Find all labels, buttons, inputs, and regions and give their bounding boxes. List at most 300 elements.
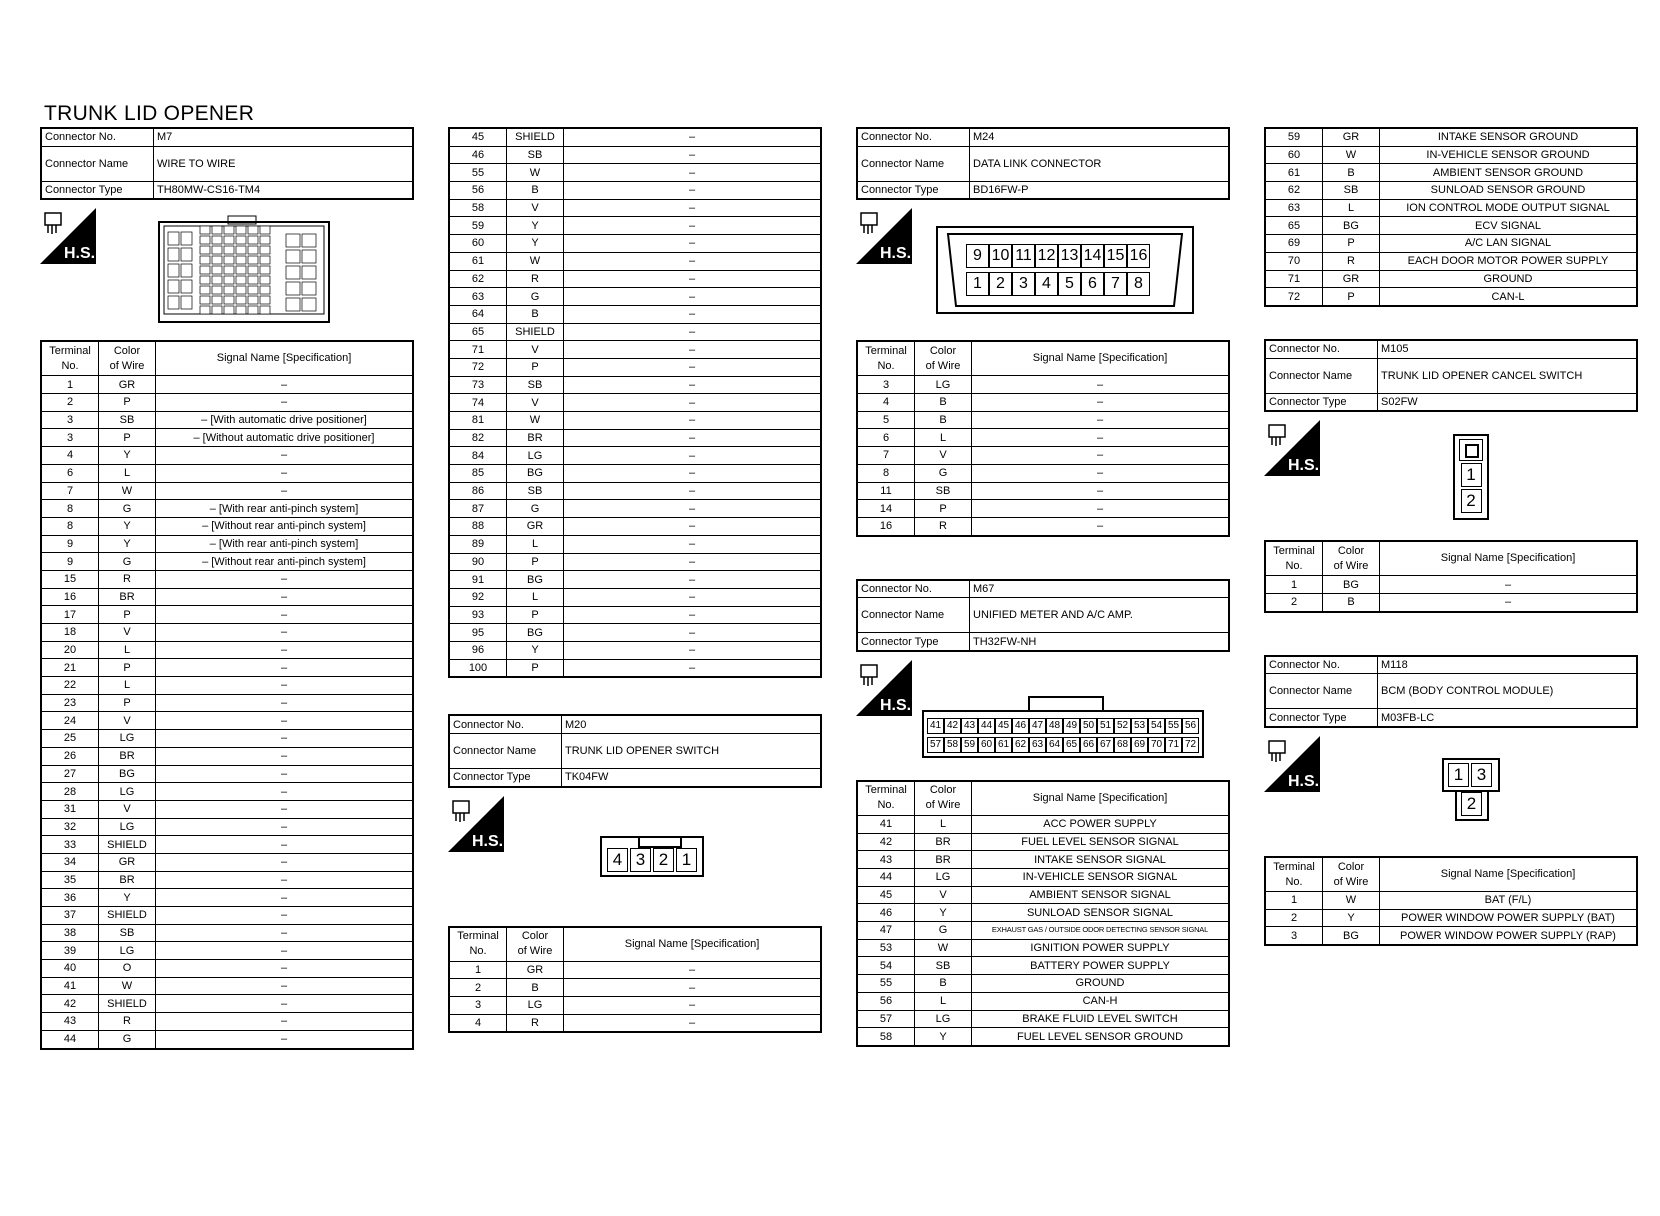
wire-color-cell: V: [915, 447, 972, 465]
table-row: [41, 464, 413, 482]
wire-color-cell: P: [507, 553, 564, 571]
connector-info-m24: [856, 127, 1230, 200]
signal-name-cell: –: [156, 942, 414, 960]
signal-name-cell: –: [564, 182, 822, 200]
table-row: [1265, 909, 1637, 927]
terminal-no-cell: 2: [1265, 909, 1323, 927]
wire-color-cell: Y: [915, 904, 972, 922]
terminal-no-cell: 44: [857, 869, 915, 887]
terminal-no-cell: 56: [449, 182, 507, 200]
wire-color-cell: V: [507, 394, 564, 412]
table-row: [449, 1014, 821, 1032]
wire-color-cell: Y: [99, 517, 156, 535]
connector-info-m67: [856, 579, 1230, 652]
pin: 8: [1127, 272, 1150, 296]
wire-color-cell: W: [507, 412, 564, 430]
signal-name-cell: –: [564, 553, 822, 571]
signal-name-cell: –: [156, 747, 414, 765]
column-1: [40, 127, 414, 1050]
wire-color-cell: P: [507, 358, 564, 376]
pin: 46: [1012, 718, 1029, 734]
signal-name-cell: SUNLOAD SENSOR SIGNAL: [972, 904, 1230, 922]
table-row: [41, 588, 413, 606]
pin: 1: [1448, 763, 1469, 787]
terminal-no-cell: 18: [41, 624, 99, 642]
table-row: [857, 1010, 1229, 1028]
signal-name-cell: – [Without automatic drive positioner]: [156, 429, 414, 447]
table-row: [857, 886, 1229, 904]
pin: 68: [1114, 737, 1131, 753]
wire-color-cell: BG: [507, 624, 564, 642]
signal-name-cell: – [With rear anti-pinch system]: [156, 535, 414, 553]
table-row: [1265, 182, 1637, 200]
signal-name-header: Signal Name [Specification]: [1380, 541, 1638, 576]
terminal-no-cell: 41: [857, 815, 915, 833]
terminal-no-cell: 33: [41, 836, 99, 854]
signal-name-cell: –: [156, 376, 414, 394]
terminal-no-cell: 54: [857, 957, 915, 975]
table-row: [1265, 252, 1637, 270]
pin: 71: [1165, 737, 1182, 753]
terminal-no-cell: 91: [449, 571, 507, 589]
table-row: [41, 836, 413, 854]
terminal-no-cell: 93: [449, 606, 507, 624]
table-row: [449, 217, 821, 235]
signal-name-cell: – [Without rear anti-pinch system]: [156, 553, 414, 571]
terminal-table-m118: [1264, 856, 1638, 946]
pin: 7: [1104, 272, 1127, 296]
wire-color-cell: GR: [99, 376, 156, 394]
table-row: [857, 869, 1229, 887]
table-row: [1265, 270, 1637, 288]
signal-name-cell: –: [564, 288, 822, 306]
pin: 4: [1035, 272, 1058, 296]
pin: 16: [1127, 244, 1150, 268]
table-row: [41, 977, 413, 995]
table-row: [857, 904, 1229, 922]
pin: 43: [961, 718, 978, 734]
terminal-no-cell: 25: [41, 730, 99, 748]
terminal-table-m67-continued: [1264, 127, 1638, 307]
connector-type-value: TH80MW-CS16-TM4: [154, 181, 414, 199]
table-row: [449, 164, 821, 182]
connector-no-value: M118: [1378, 656, 1638, 674]
wire-color-cell: BG: [507, 571, 564, 589]
signal-name-cell: –: [564, 394, 822, 412]
wire-color-cell: G: [915, 922, 972, 940]
terminal-no-cell: 90: [449, 553, 507, 571]
wire-color-cell: GR: [1323, 270, 1380, 288]
table-row: [449, 429, 821, 447]
terminal-no-cell: 89: [449, 535, 507, 553]
wire-color-cell: Y: [507, 235, 564, 253]
terminal-no-cell: 81: [449, 412, 507, 430]
connector-type-label: Connector Type: [857, 181, 970, 199]
terminal-no-cell: 6: [857, 429, 915, 447]
signal-name-cell: –: [156, 818, 414, 836]
signal-name-cell: –: [564, 571, 822, 589]
terminal-no-cell: 86: [449, 482, 507, 500]
pin: 42: [944, 718, 961, 734]
terminal-no-cell: 65: [1265, 217, 1323, 235]
table-row: [41, 942, 413, 960]
terminal-no-cell: 8: [857, 464, 915, 482]
terminal-no-cell: 4: [857, 394, 915, 412]
signal-name-cell: –: [564, 217, 822, 235]
wire-color-cell: LG: [915, 1010, 972, 1028]
wire-color-cell: V: [915, 886, 972, 904]
pin: 52: [1114, 718, 1131, 734]
table-row: [1265, 128, 1637, 146]
terminal-no-cell: 1: [449, 961, 507, 979]
signal-name-cell: –: [564, 235, 822, 253]
signal-name-cell: –: [564, 1014, 822, 1032]
table-row: [41, 517, 413, 535]
signal-name-cell: –: [1380, 576, 1638, 594]
hs-badge-icon: [1264, 420, 1320, 476]
table-row: [41, 889, 413, 907]
table-row: [449, 606, 821, 624]
connector-diagram-area: [856, 200, 1230, 340]
terminal-no-cell: 95: [449, 624, 507, 642]
wire-color-header: Color of Wire: [1323, 541, 1380, 576]
pin: 11: [1012, 244, 1035, 268]
pin: 2: [1461, 792, 1482, 816]
wire-color-cell: Y: [1323, 909, 1380, 927]
terminal-no-cell: 72: [1265, 288, 1323, 306]
terminal-no-cell: 63: [1265, 199, 1323, 217]
wire-color-cell: R: [99, 570, 156, 588]
table-row: [449, 518, 821, 536]
table-row: [449, 394, 821, 412]
table-row: [41, 553, 413, 571]
terminal-no-cell: 3: [1265, 927, 1323, 945]
signal-name-cell: –: [156, 730, 414, 748]
connector-name-label: Connector Name: [449, 734, 562, 769]
pin: 61: [995, 737, 1012, 753]
signal-name-cell: –: [156, 836, 414, 854]
terminal-no-cell: 59: [449, 217, 507, 235]
table-row: [1265, 927, 1637, 945]
terminal-no-cell: 59: [1265, 128, 1323, 146]
table-row: [857, 411, 1229, 429]
signal-name-cell: CAN-L: [1380, 288, 1638, 306]
table-row: [449, 535, 821, 553]
wire-color-cell: BR: [99, 871, 156, 889]
signal-name-cell: –: [564, 252, 822, 270]
table-row: [41, 1013, 413, 1031]
terminal-no-cell: 87: [449, 500, 507, 518]
terminal-no-header: Terminal No.: [1265, 857, 1323, 892]
terminal-no-cell: 40: [41, 960, 99, 978]
terminal-no-cell: 3: [41, 429, 99, 447]
wire-color-cell: V: [507, 199, 564, 217]
table-row: [449, 182, 821, 200]
wire-color-cell: SHIELD: [507, 128, 564, 146]
connector-name-value: TRUNK LID OPENER CANCEL SWITCH: [1378, 358, 1638, 393]
table-row: [1265, 892, 1637, 910]
table-row: [41, 924, 413, 942]
pin: 45: [995, 718, 1012, 734]
table-row: [41, 394, 413, 412]
wire-color-cell: LG: [99, 783, 156, 801]
wire-color-cell: W: [99, 482, 156, 500]
wire-color-cell: BR: [915, 851, 972, 869]
connector-type-value: M03FB-LC: [1378, 709, 1638, 727]
wire-color-cell: L: [99, 677, 156, 695]
terminal-no-cell: 14: [857, 500, 915, 518]
wire-color-cell: W: [1323, 892, 1380, 910]
pin: 66: [1080, 737, 1097, 753]
signal-name-cell: POWER WINDOW POWER SUPPLY (BAT): [1380, 909, 1638, 927]
wire-color-cell: GR: [1323, 128, 1380, 146]
connector-diagram-area: [856, 652, 1230, 780]
wire-color-cell: P: [507, 659, 564, 677]
wire-color-cell: BR: [99, 588, 156, 606]
terminal-no-cell: 71: [1265, 270, 1323, 288]
terminal-no-cell: 27: [41, 765, 99, 783]
terminal-no-cell: 6: [41, 464, 99, 482]
pin: 70: [1148, 737, 1165, 753]
signal-name-cell: –: [156, 712, 414, 730]
terminal-table-m67: [856, 780, 1230, 1047]
hs-badge-icon: [40, 208, 96, 264]
terminal-table-m24: [856, 340, 1230, 536]
wire-color-cell: R: [915, 517, 972, 535]
terminal-no-cell: 57: [857, 1010, 915, 1028]
pin: 2: [653, 848, 674, 872]
table-row: [449, 288, 821, 306]
table-row: [857, 376, 1229, 394]
pin: 4: [607, 848, 628, 872]
wire-color-cell: B: [915, 394, 972, 412]
signal-name-cell: –: [564, 341, 822, 359]
pin: 1: [676, 848, 697, 872]
table-row: [857, 517, 1229, 535]
signal-name-cell: –: [156, 482, 414, 500]
terminal-no-cell: 70: [1265, 252, 1323, 270]
signal-name-cell: –: [156, 570, 414, 588]
svg-text:H.S.: H.S.: [472, 832, 504, 850]
connector-type-label: Connector Type: [857, 633, 970, 651]
terminal-no-cell: 73: [449, 376, 507, 394]
terminal-no-cell: 32: [41, 818, 99, 836]
wire-color-cell: Y: [507, 217, 564, 235]
signal-name-cell: –: [564, 164, 822, 182]
table-row: [449, 482, 821, 500]
wire-color-cell: SHIELD: [99, 907, 156, 925]
table-row: [857, 992, 1229, 1010]
pin: 1: [966, 272, 989, 296]
signal-name-cell: BATTERY POWER SUPPLY: [972, 957, 1230, 975]
table-row: [857, 957, 1229, 975]
terminal-table-m105: [1264, 540, 1638, 612]
terminal-no-cell: 3: [449, 997, 507, 1015]
pin: 44: [978, 718, 995, 734]
terminal-no-cell: 1: [41, 376, 99, 394]
signal-name-cell: –: [564, 961, 822, 979]
wire-color-cell: Y: [99, 447, 156, 465]
signal-name-cell: AMBIENT SENSOR SIGNAL: [972, 886, 1230, 904]
wire-color-cell: BG: [507, 465, 564, 483]
connector-name-label: Connector Name: [1265, 358, 1378, 393]
terminal-no-cell: 43: [41, 1013, 99, 1031]
connector-no-label: Connector No.: [41, 128, 154, 146]
wire-color-cell: P: [99, 659, 156, 677]
signal-name-header: Signal Name [Specification]: [972, 781, 1230, 816]
connector-no-label: Connector No.: [1265, 656, 1378, 674]
terminal-no-cell: 53: [857, 939, 915, 957]
terminal-no-cell: 42: [41, 995, 99, 1013]
table-row: [41, 482, 413, 500]
signal-name-cell: –: [156, 677, 414, 695]
connector-name-label: Connector Name: [857, 146, 970, 181]
signal-name-cell: IN-VEHICLE SENSOR SIGNAL: [972, 869, 1230, 887]
terminal-no-cell: 45: [857, 886, 915, 904]
terminal-no-cell: 61: [1265, 164, 1323, 182]
terminal-no-header: Terminal No.: [857, 341, 915, 376]
connector-no-value: M67: [970, 580, 1230, 598]
signal-name-header: Signal Name [Specification]: [972, 341, 1230, 376]
terminal-no-cell: 55: [857, 975, 915, 993]
terminal-no-cell: 9: [41, 553, 99, 571]
pin: 48: [1046, 718, 1063, 734]
table-row: [1265, 217, 1637, 235]
terminal-no-cell: 44: [41, 1030, 99, 1048]
signal-name-cell: –: [564, 305, 822, 323]
svg-text:H.S.: H.S.: [880, 245, 912, 263]
table-row: [41, 730, 413, 748]
signal-name-cell: AMBIENT SENSOR GROUND: [1380, 164, 1638, 182]
connector-type-label: Connector Type: [449, 769, 562, 787]
signal-name-cell: EACH DOOR MOTOR POWER SUPPLY: [1380, 252, 1638, 270]
pin: 57: [927, 737, 944, 753]
connector-no-label: Connector No.: [857, 128, 970, 146]
connector-type-value: S02FW: [1378, 393, 1638, 411]
table-row: [41, 907, 413, 925]
signal-name-cell: –: [156, 871, 414, 889]
terminal-no-cell: 5: [857, 411, 915, 429]
wire-color-cell: BG: [1323, 576, 1380, 594]
table-row: [41, 624, 413, 642]
terminal-no-cell: 46: [857, 904, 915, 922]
connector-name-value: DATA LINK CONNECTOR: [970, 146, 1230, 181]
terminal-no-cell: 60: [449, 235, 507, 253]
connector-name-label: Connector Name: [41, 146, 154, 181]
wire-color-cell: L: [507, 588, 564, 606]
wire-color-cell: SB: [507, 482, 564, 500]
column-2: [448, 127, 822, 1033]
pin: 12: [1035, 244, 1058, 268]
table-row: [41, 853, 413, 871]
signal-name-cell: BAT (F/L): [1380, 892, 1638, 910]
signal-name-cell: –: [564, 376, 822, 394]
pin: 59: [961, 737, 978, 753]
terminal-no-cell: 60: [1265, 146, 1323, 164]
terminal-no-cell: 36: [41, 889, 99, 907]
wire-color-cell: BR: [915, 833, 972, 851]
table-row: [41, 800, 413, 818]
connector-type-value: BD16FW-P: [970, 181, 1230, 199]
terminal-no-cell: 63: [449, 288, 507, 306]
wire-color-cell: L: [915, 992, 972, 1010]
table-row: [449, 341, 821, 359]
pin: 3: [630, 848, 651, 872]
signal-name-cell: A/C LAN SIGNAL: [1380, 235, 1638, 253]
wire-color-cell: W: [99, 977, 156, 995]
table-row: [41, 871, 413, 889]
terminal-no-cell: 42: [857, 833, 915, 851]
wire-color-header: Color of Wire: [507, 927, 564, 962]
wire-color-cell: G: [507, 500, 564, 518]
terminal-no-cell: 7: [857, 447, 915, 465]
terminal-no-cell: 34: [41, 853, 99, 871]
signal-name-cell: –: [972, 517, 1230, 535]
table-row: [449, 199, 821, 217]
pin: 72: [1182, 737, 1199, 753]
signal-name-cell: –: [564, 146, 822, 164]
pin: 3: [1471, 763, 1492, 787]
wire-color-cell: GR: [507, 961, 564, 979]
signal-name-cell: – [With automatic drive positioner]: [156, 411, 414, 429]
signal-name-cell: FUEL LEVEL SENSOR GROUND: [972, 1028, 1230, 1046]
signal-name-cell: –: [564, 199, 822, 217]
connector-type-label: Connector Type: [41, 181, 154, 199]
wire-color-cell: P: [507, 606, 564, 624]
table-row: [1265, 288, 1637, 306]
terminal-table-m7-continued: [448, 127, 822, 678]
table-row: [41, 783, 413, 801]
wire-color-cell: L: [915, 429, 972, 447]
table-row: [41, 570, 413, 588]
table-row: [449, 270, 821, 288]
pin: 55: [1165, 718, 1182, 734]
table-row: [857, 939, 1229, 957]
wire-color-cell: P: [99, 394, 156, 412]
connector-info-m20: [448, 714, 822, 787]
wire-color-cell: P: [99, 694, 156, 712]
table-row: [449, 571, 821, 589]
terminal-no-cell: 71: [449, 341, 507, 359]
signal-name-cell: FUEL LEVEL SENSOR SIGNAL: [972, 833, 1230, 851]
wire-color-cell: SHIELD: [99, 995, 156, 1013]
table-row: [41, 641, 413, 659]
terminal-no-cell: 56: [857, 992, 915, 1010]
connector-diagram-area: [448, 788, 822, 926]
pin: 67: [1097, 737, 1114, 753]
terminal-no-header: Terminal No.: [1265, 541, 1323, 576]
connector-diagram-area: [1264, 412, 1638, 540]
terminal-no-cell: 58: [449, 199, 507, 217]
terminal-no-cell: 3: [41, 411, 99, 429]
terminal-no-cell: 72: [449, 358, 507, 376]
terminal-no-cell: 47: [857, 922, 915, 940]
table-row: [41, 500, 413, 518]
connector-face-m24: [936, 226, 1194, 314]
hs-badge-text: H.S.: [64, 245, 96, 263]
signal-name-cell: –: [156, 995, 414, 1013]
table-row: [41, 677, 413, 695]
wire-color-cell: L: [507, 535, 564, 553]
signal-name-cell: – [Without rear anti-pinch system]: [156, 517, 414, 535]
wire-color-cell: O: [99, 960, 156, 978]
table-row: [449, 979, 821, 997]
terminal-no-cell: 28: [41, 783, 99, 801]
signal-name-cell: –: [156, 588, 414, 606]
terminal-no-header: Terminal No.: [857, 781, 915, 816]
wire-color-cell: G: [507, 288, 564, 306]
table-row: [449, 500, 821, 518]
